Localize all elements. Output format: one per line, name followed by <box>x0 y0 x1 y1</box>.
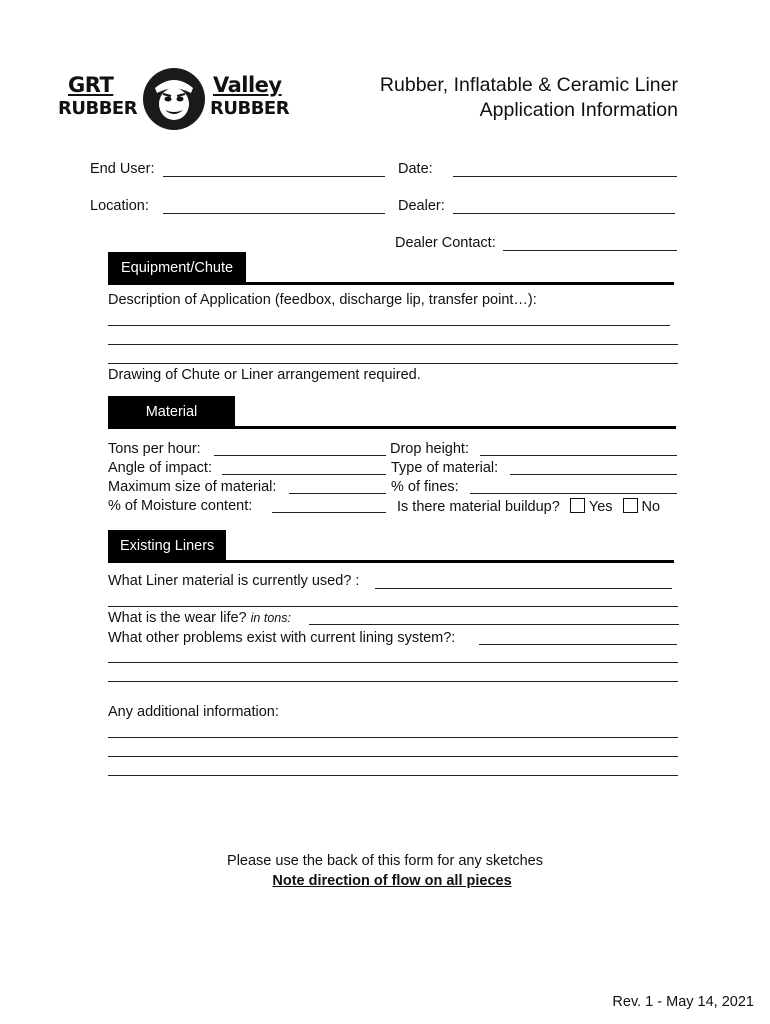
fines-field[interactable] <box>470 493 677 494</box>
liner-material-field[interactable] <box>375 588 672 589</box>
buildup-question-text: Is there material buildup? <box>397 499 560 515</box>
drop-height-label: Drop height: <box>390 441 469 457</box>
wear-life-text: What is the wear life? <box>108 610 247 626</box>
tons-per-hour-field[interactable] <box>214 455 386 456</box>
dealer-label: Dealer: <box>398 198 445 214</box>
buildup-no-checkbox[interactable] <box>623 498 638 513</box>
section-material-rule <box>108 426 676 429</box>
section-equipment-header: Equipment/Chute <box>108 252 246 284</box>
material-buildup-question <box>397 498 660 515</box>
application-description-line-2[interactable] <box>108 344 678 345</box>
angle-of-impact-label: Angle of impact: <box>108 460 212 476</box>
other-problems-field[interactable] <box>479 644 677 645</box>
buildup-yes-label: Yes <box>588 499 613 515</box>
end-user-field[interactable] <box>163 176 385 177</box>
logo-rubber-right-text: RUBBER <box>210 98 290 119</box>
section-existing-liners-rule <box>108 560 674 563</box>
dealer-field[interactable] <box>453 213 675 214</box>
moisture-label: % of Moisture content: <box>108 498 253 514</box>
application-description-line-1[interactable] <box>108 325 670 326</box>
revision-label: Rev. 1 - May 14, 2021 <box>612 994 754 1010</box>
wear-life-unit: in tons: <box>250 611 291 625</box>
title-line-1: Rubber, Inflatable & Ceramic Liner <box>379 74 678 96</box>
date-label: Date: <box>398 161 433 177</box>
gorilla-mascot-icon <box>141 66 207 132</box>
other-problems-line-2[interactable] <box>108 662 678 663</box>
additional-info-line-1[interactable] <box>108 737 678 738</box>
moisture-field[interactable] <box>272 512 386 513</box>
flow-direction-note: Note direction of flow on all pieces <box>272 873 512 889</box>
logo-rubber-left-text: RUBBER <box>58 98 138 119</box>
additional-info-label: Any additional information: <box>108 704 279 720</box>
form-title <box>380 73 678 123</box>
angle-of-impact-field[interactable] <box>222 474 386 475</box>
dealer-contact-label: Dealer Contact: <box>395 235 496 251</box>
dealer-contact-field[interactable] <box>503 250 677 251</box>
title-line-2: Application Information <box>479 99 678 121</box>
tons-per-hour-label: Tons per hour: <box>108 441 201 457</box>
other-problems-line-3[interactable] <box>108 681 678 682</box>
location-field[interactable] <box>163 213 385 214</box>
section-existing-liners-header: Existing Liners <box>108 530 226 562</box>
liner-material-line-2[interactable] <box>108 606 678 607</box>
additional-info-line-3[interactable] <box>108 775 678 776</box>
additional-info-line-2[interactable] <box>108 756 678 757</box>
max-size-field[interactable] <box>289 493 386 494</box>
max-size-label: Maximum size of material: <box>108 479 277 495</box>
other-problems-label: What other problems exist with current lining system?: <box>108 630 456 646</box>
logo-valley-text: Valley <box>213 73 282 97</box>
sketch-note: Please use the back of this form for any sketches <box>227 853 543 869</box>
section-material-header: Material <box>108 396 235 428</box>
logo-grt-text: GRT <box>68 73 114 97</box>
wear-life-label <box>108 610 291 626</box>
date-field[interactable] <box>453 176 677 177</box>
buildup-no-label: No <box>641 499 661 515</box>
liner-material-label: What Liner material is currently used? : <box>108 573 360 589</box>
buildup-yes-checkbox[interactable] <box>570 498 585 513</box>
drawing-required-note: Drawing of Chute or Liner arrangement required. <box>108 367 421 383</box>
location-label: Location: <box>90 198 149 214</box>
application-description-line-3[interactable] <box>108 363 678 364</box>
end-user-label: End User: <box>90 161 155 177</box>
type-of-material-field[interactable] <box>510 474 677 475</box>
wear-life-field[interactable] <box>309 624 679 625</box>
drop-height-field[interactable] <box>480 455 677 456</box>
section-equipment-rule <box>108 282 674 285</box>
type-of-material-label: Type of material: <box>391 460 499 476</box>
application-description-label: Description of Application (feedbox, discharge lip, transfer point…): <box>108 292 537 308</box>
fines-label: % of fines: <box>391 479 459 495</box>
